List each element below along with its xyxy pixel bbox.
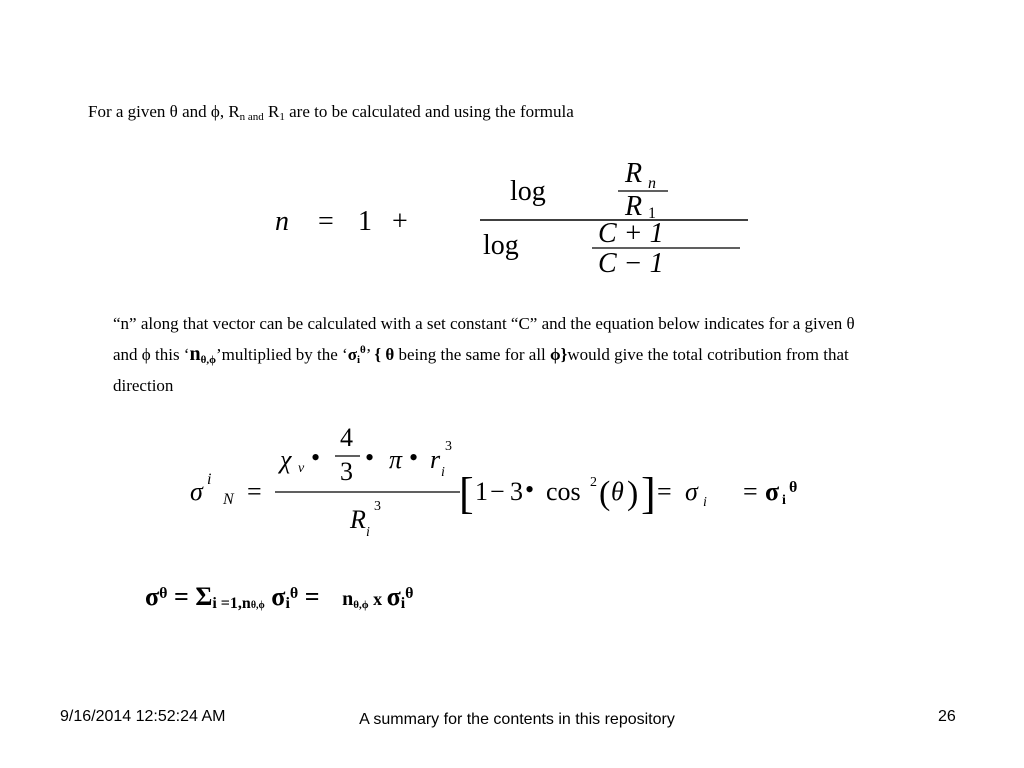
intro-r1: R (263, 102, 280, 121)
f3-n-sub: θ,ϕ (353, 599, 369, 611)
f2-pi: π (389, 445, 403, 474)
f1-c-minus: C − 1 (598, 248, 664, 279)
f2-bold-sigma: σ (765, 477, 780, 506)
f2-chi: χ (280, 445, 292, 474)
f3-sigma2-sup: θ (289, 585, 299, 602)
para-part2: ’multiplied by the ‘ (215, 345, 348, 364)
f1-r1-sub: 1 (648, 205, 656, 222)
f2-bullet-4: • (525, 475, 535, 504)
f2-r: r (430, 445, 441, 474)
f3-eq2: = (298, 582, 327, 611)
footer-page-number: 26 (938, 708, 956, 725)
f3-sigma2-sub: i (285, 595, 290, 612)
intro-prefix: For a given θ and ϕ, R (88, 102, 240, 121)
f2-sigma-rhs: σ (685, 477, 698, 506)
footer-title: A summary for the contents in this repository (359, 711, 675, 728)
f1-one: 1 (358, 206, 372, 237)
f1-eq: = (318, 206, 334, 237)
f2-r-sub: i (441, 465, 445, 480)
f2-eq: = (247, 477, 262, 506)
f2-sigma-rhs-sub: i (703, 495, 707, 510)
formula-sigma-theta-sum (145, 582, 414, 612)
f2-bullet-1: • (311, 443, 321, 472)
para-sigma-sub: i (356, 354, 360, 366)
f2-three: 3 (340, 457, 353, 486)
f2-theta: θ (611, 477, 624, 506)
f2-eq2: = (657, 477, 672, 506)
f2-bold-sub: i (782, 493, 786, 508)
f2-bracket-close: ] (641, 469, 656, 518)
f2-paren-open: ( (599, 475, 611, 512)
f2-R: R (350, 505, 366, 534)
f2-v-sub: v (298, 461, 305, 476)
f2-bold-sup: θ (789, 479, 798, 496)
intro-sub-n-and: n and (239, 111, 264, 123)
para-n: n (189, 343, 201, 365)
f2-R-sub: i (366, 525, 370, 540)
f2-three-b: 3 (510, 477, 523, 506)
intro-text (88, 102, 574, 122)
para-sigma: σ (347, 345, 357, 364)
para-phi-brace: ϕ} (550, 345, 568, 364)
f2-r-sup: 3 (445, 439, 452, 454)
f2-cos: cos (546, 477, 581, 506)
f3-theta-sup: θ (159, 585, 168, 602)
f1-log-bottom: log (483, 230, 519, 261)
para-n-sub: θ,ϕ (200, 354, 216, 366)
f3-sigma3: σ (386, 582, 401, 611)
f3-eq1: = (167, 582, 196, 611)
f1-c-plus: C + 1 (598, 218, 664, 249)
para-part5: would give the total cotribution from that direction (113, 345, 849, 395)
f3-sigma3-sup: θ (405, 585, 414, 602)
para-part3: ’ (365, 345, 375, 364)
f1-lhs: n (275, 206, 289, 237)
f3-sigma3-sub: i (400, 595, 406, 612)
f3-n: n (342, 588, 354, 610)
f3-x: x (368, 589, 387, 609)
f1-rn-sub: n (648, 175, 656, 192)
f2-cos-sup: 2 (590, 475, 597, 490)
f3-sigma: σ (145, 582, 160, 611)
f2-four: 4 (340, 423, 353, 452)
f3-sum-sub-b: θ,ϕ (250, 600, 265, 611)
f2-i-sup: i (207, 471, 212, 488)
f2-bullet-2: • (365, 443, 375, 472)
formula-sigma-n (185, 418, 825, 548)
para-sigma-sup: θ (360, 344, 366, 356)
f1-r1: R (625, 191, 643, 222)
f1-log-top: log (510, 176, 546, 207)
description-paragraph (113, 308, 873, 401)
f1-plus: + (392, 206, 408, 237)
f3-sum-sub-a: i =1,n (212, 595, 251, 612)
f2-bullet-3: • (409, 443, 419, 472)
f2-n-sub: N (223, 491, 234, 508)
f2-minus: − (490, 477, 505, 506)
f2-paren-close: ) (627, 475, 639, 512)
f1-rn: R (625, 160, 643, 189)
intro-sub-1: 1 (279, 111, 285, 123)
f2-one: 1 (475, 477, 488, 506)
f2-sigma: σ (190, 477, 203, 506)
f2-R-sup: 3 (374, 499, 381, 514)
footer-date: 9/16/2014 12:52:24 AM (60, 708, 226, 725)
f2-bold-eq: = (743, 477, 758, 506)
para-part4: being the same for all (394, 345, 551, 364)
f3-sigma2: σ (264, 582, 286, 611)
para-part1: “n” along that vector can be calculated with a set constant “C” and the equation below indicates for a given θ and ϕ this ‘ (113, 314, 855, 364)
f2-bracket-open: [ (459, 469, 474, 518)
formula-n-log-ratio (270, 160, 760, 280)
f3-capital-sigma: Σ (195, 582, 213, 611)
para-brace-theta: { θ (374, 345, 395, 364)
intro-suffix: are to be calculated and using the formula (284, 102, 574, 121)
